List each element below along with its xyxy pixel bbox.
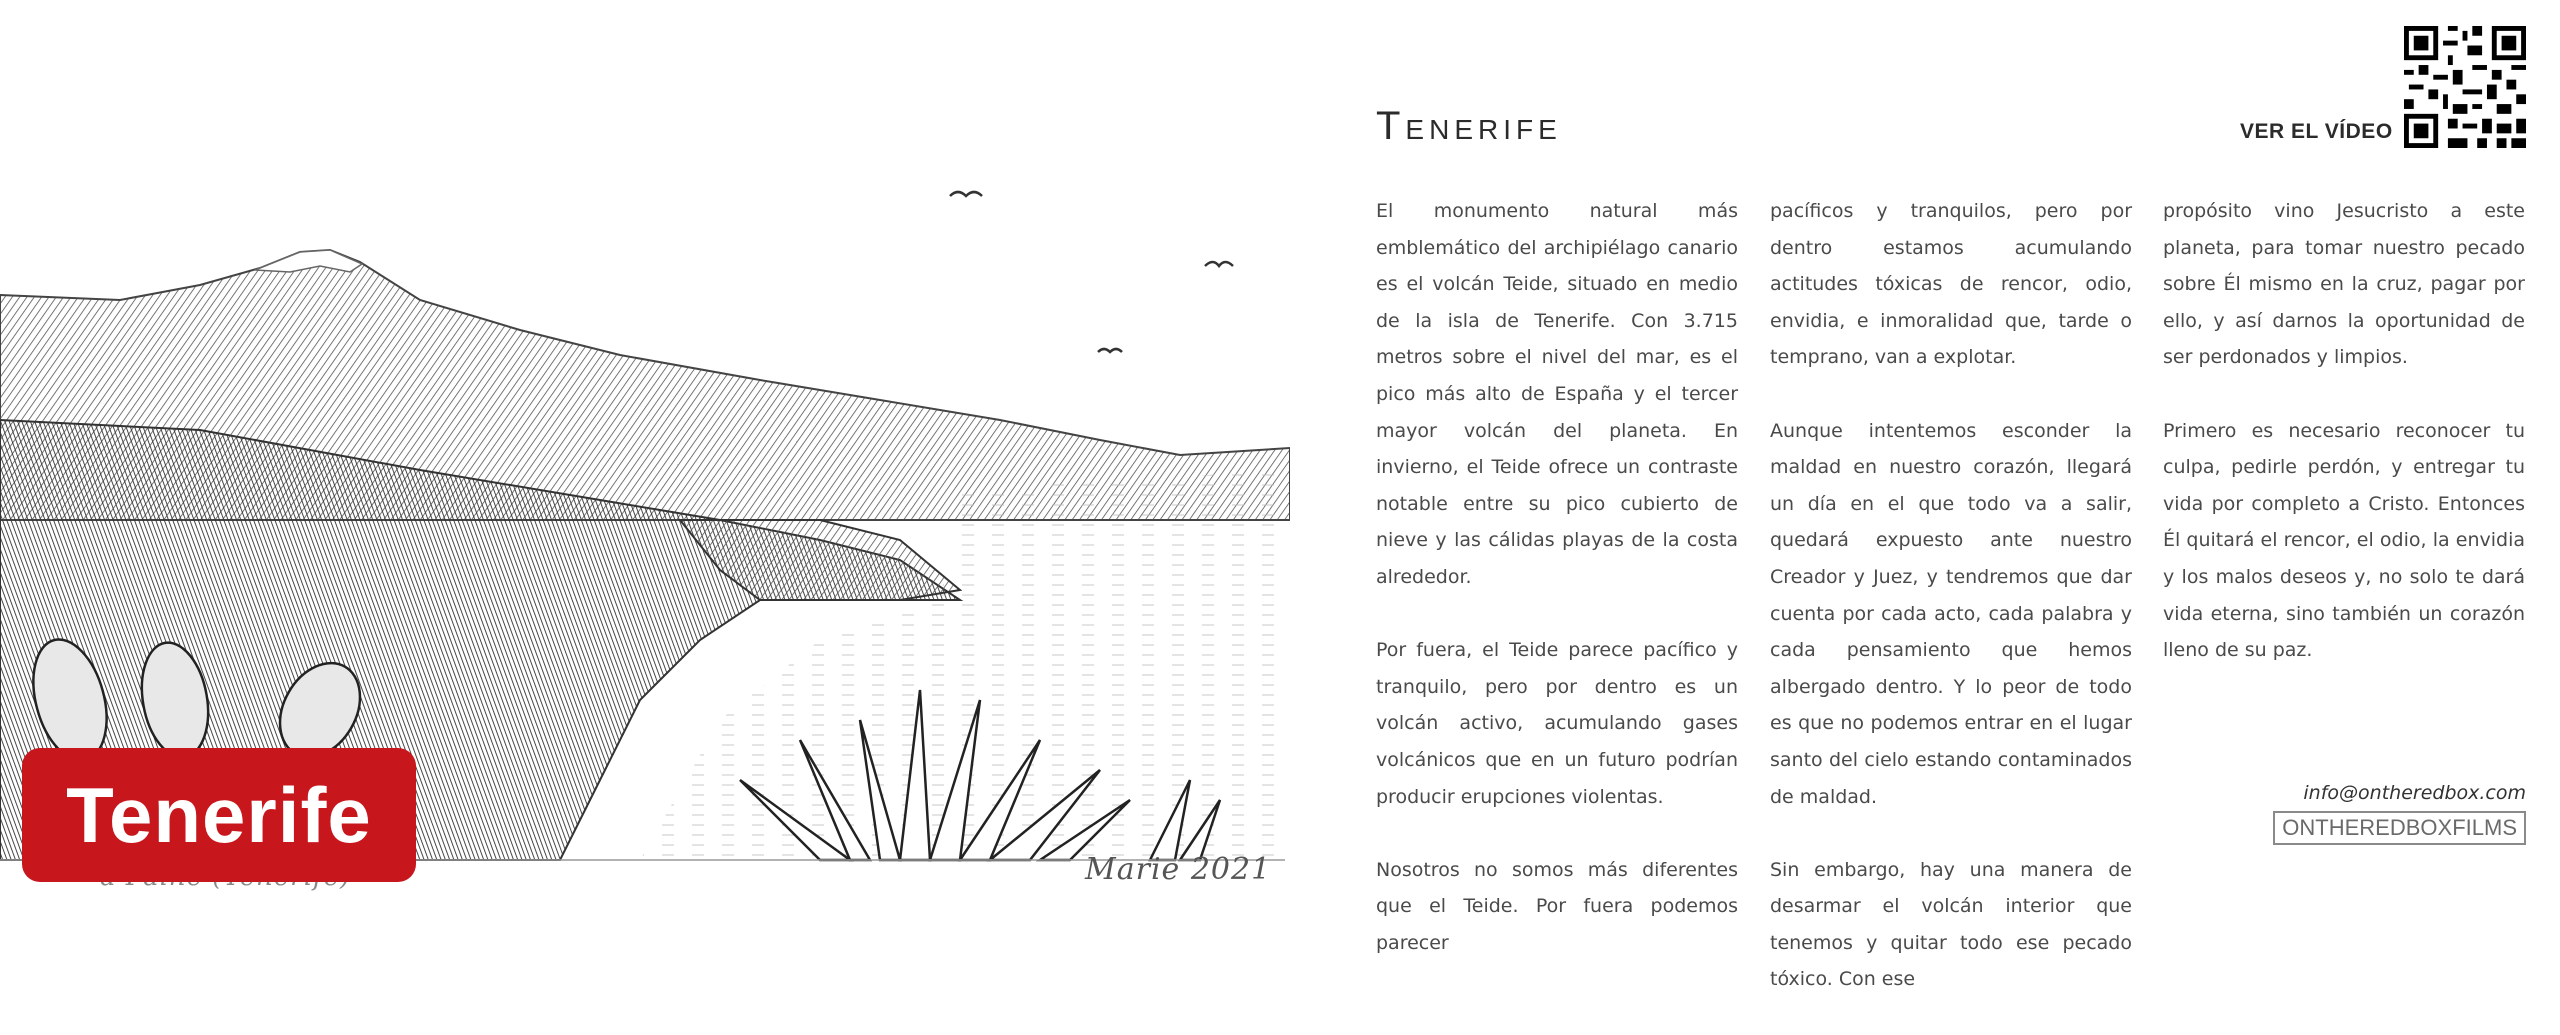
paragraph: Primero es necesario reconocer tu culpa, pedirle perdón, y entregar tu vida por completo a Cristo. Entonces Él quitará el rencor, el odio, la envidia y los malos deseos y, no solo te dará vida eterna, sino también un corazón lleno de su paz. — [2163, 419, 2525, 662]
watch-video-link[interactable]: VER EL VÍDEO — [2240, 120, 2393, 143]
qr-code-icon[interactable] — [2404, 26, 2526, 148]
brand-logo: ONTHEREDBOXFILMS — [2273, 811, 2526, 845]
artist-signature: Marie 2021 — [1085, 852, 1272, 887]
page-title: Tenerife — [1376, 104, 1562, 148]
paragraph: Nosotros no somos más diferentes que el Teide. Por fuera podemos parecer — [1376, 858, 1738, 954]
paragraph: Por fuera, el Teide parece pacífico y tranquilo, pero por dentro es un volcán activo, acumulando gases volcánicos que en un futuro podrían producir erupciones violentas. — [1376, 639, 1738, 808]
paragraph: Sin embargo, hay una manera de desarmar el volcán interior que tenemos y quitar todo ese pecado tóxico. Con ese — [1770, 858, 2132, 991]
text-column-1 — [1376, 193, 1738, 998]
contact-email-link[interactable]: info@ontheredbox.com — [2303, 782, 2526, 804]
paragraph: pacíficos y tranquilos, pero por dentro estamos acumulando actitudes tóxicas de rencor, odio, envidia, e inmoralidad que, tarde o temprano, van a explotar. — [1770, 200, 2132, 369]
text-column-2 — [1770, 193, 2132, 1035]
paragraph: El monumento natural más emblemático del archipiélago canario es el volcán Teide, situado en medio de la isla de Tenerife. Con 3.715 metros sobre el nivel del mar, es el pico más alto de España y el tercer mayor volcán del planeta. En invierno, el Teide ofrece un contraste notable entre su pico cubierto de nieve y las cálidas playas de la costa alrededor. — [1376, 200, 1738, 588]
text-column-3 — [2163, 193, 2525, 705]
tenerife-badge — [22, 748, 416, 882]
paragraph: propósito vino Jesucristo a este planeta, para tomar nuestro pecado sobre Él mismo en la cruz, pagar por ello, y así darnos la oportunidad de ser perdonados y limpios. — [2163, 200, 2525, 369]
paragraph: Aunque intentemos esconder la maldad en nuestro corazón, llegará un día en el que todo va a salir, quedará expuesto ante nuestro Creador y Juez, y tendremos que dar cuenta por cada acto, cada palabra y cada pensamiento que hemos albergado dentro. Y lo peor de todo es que no podemos entrar en el lugar santo del cielo estando contaminados de maldad. — [1770, 419, 2132, 808]
badge-label: Tenerife — [66, 770, 372, 859]
